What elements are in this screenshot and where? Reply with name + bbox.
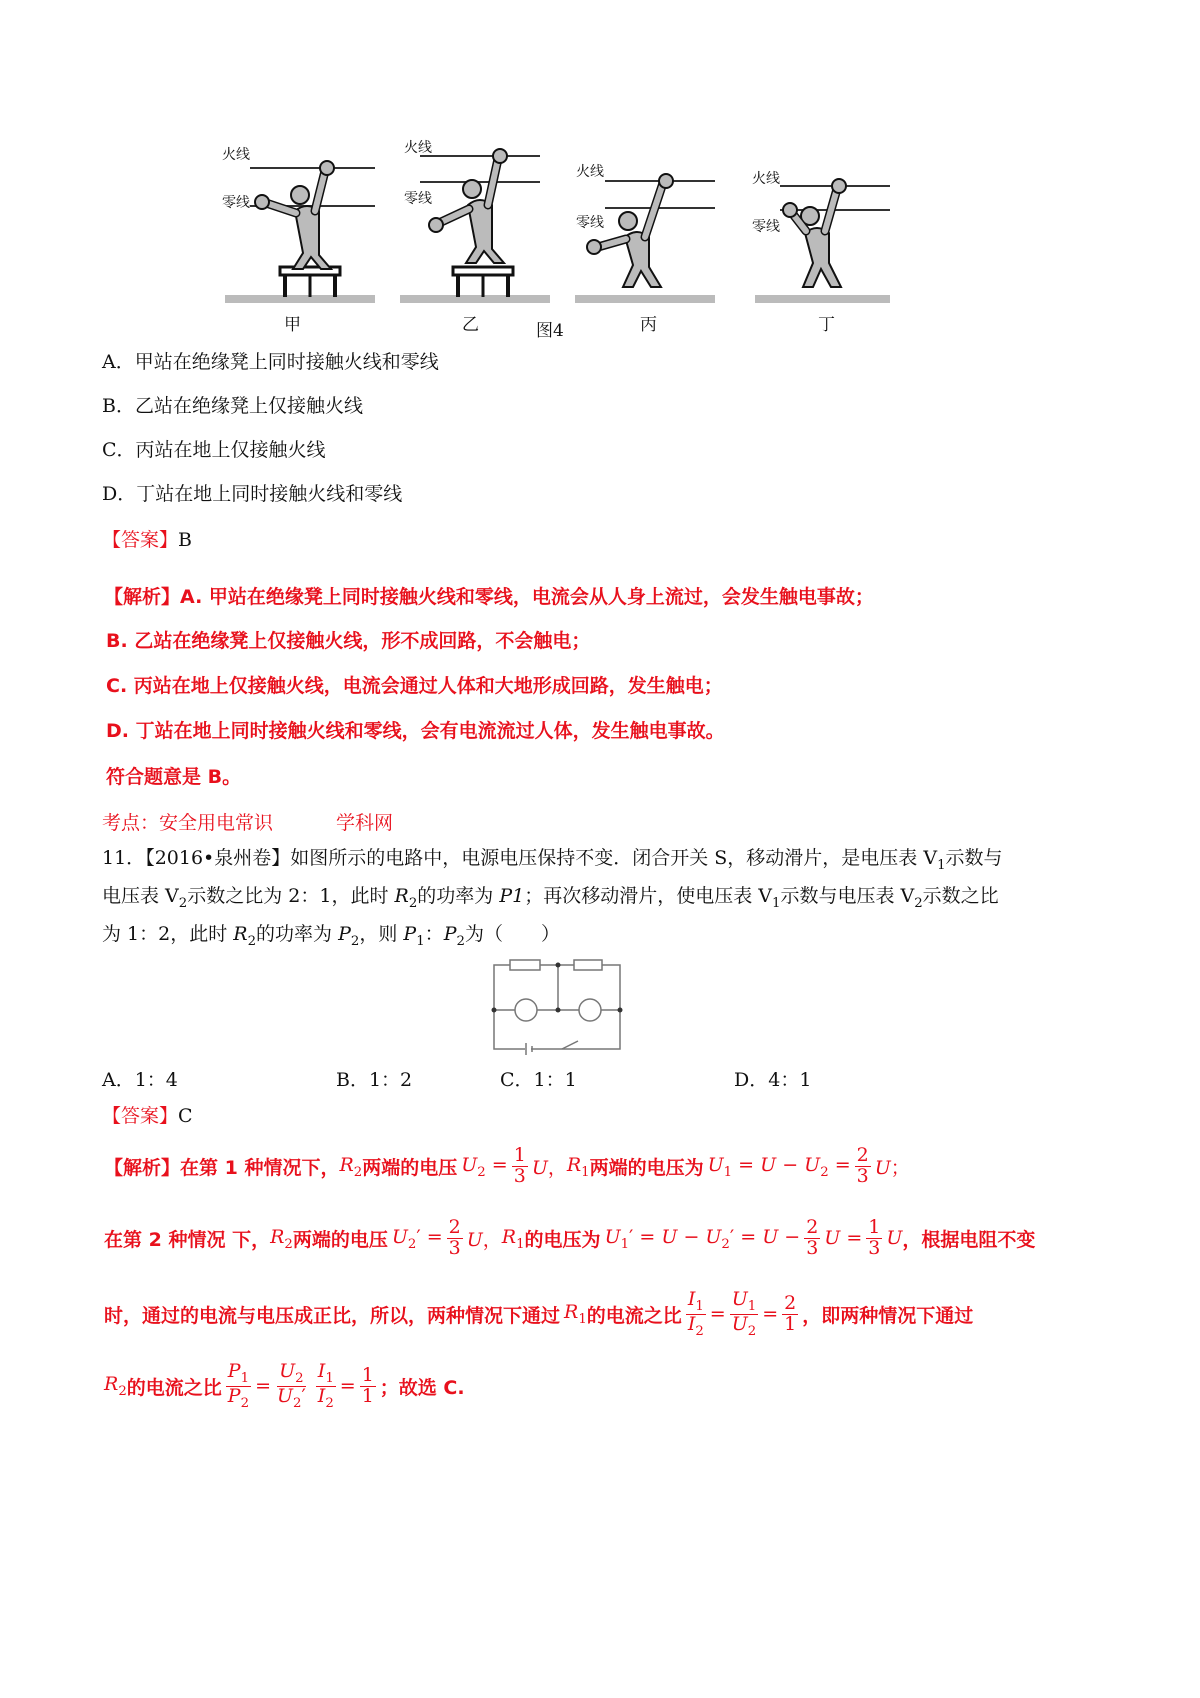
math-var: U: [804, 1153, 821, 1176]
math-sub: 1: [581, 1164, 590, 1180]
math: [461, 1154, 507, 1180]
q11-var: P: [338, 923, 351, 945]
math-var: R: [270, 1225, 285, 1248]
fraction-i1-i2: [686, 1290, 706, 1339]
math: [824, 1227, 862, 1249]
math-sub: 1: [695, 1298, 704, 1314]
q11-stem-3e: 为（ ）: [464, 923, 560, 945]
fraction-u2-u2prime: $\frac{U_2}{U_2'}$: [276, 1360, 306, 1411]
q11-stem-3d: ：: [424, 923, 444, 945]
math-sub: 2: [325, 1395, 334, 1411]
label-neutral-wire-bing: 零线: [576, 215, 604, 231]
math-var: P: [227, 1384, 241, 1407]
q10-answer-tag: 【答案】: [102, 529, 179, 551]
panel-label-jia: 甲: [284, 315, 301, 335]
q11-sub: 2: [350, 933, 360, 949]
q11-answer-tag: 【答案】: [102, 1105, 179, 1127]
math-sub: 1: [516, 1236, 525, 1252]
q10-analysis-line-5: 符合题意是 B。: [106, 766, 242, 788]
panel-ding-drawing: [755, 179, 890, 303]
math: [270, 1226, 293, 1252]
q11-option-b: B．1：2: [336, 1069, 413, 1091]
q11-stem-line-3: [102, 922, 560, 954]
math-sub: 2: [721, 1236, 730, 1252]
label-live-wire-jia: 火线: [222, 147, 250, 163]
math-eq: =: [846, 1227, 863, 1250]
q11-sub: 1: [416, 933, 425, 949]
q11-line1c: 两端的电压为: [589, 1156, 704, 1179]
math: [567, 1154, 590, 1180]
math: [564, 1301, 587, 1327]
q11-analysis-line-4: [104, 1362, 465, 1411]
math-var: U: [466, 1228, 483, 1251]
math-var: I: [687, 1288, 696, 1310]
fraction-u1-u2: [730, 1290, 758, 1339]
math-eq: =: [709, 1303, 726, 1326]
frac-num: 1: [868, 1216, 881, 1238]
q11-line1a: 在第 1 种情况下，: [180, 1156, 340, 1179]
math-var: U: [731, 1312, 748, 1335]
math-minus: −: [683, 1225, 700, 1248]
math-var: U: [276, 1384, 293, 1407]
panel-yi-drawing: [400, 149, 550, 303]
math-var: R: [339, 1153, 354, 1176]
q10-option-b: B．乙站在绝缘凳上仅接触火线: [102, 395, 363, 417]
math-var: U: [762, 1225, 779, 1248]
math-var: R: [564, 1301, 579, 1324]
q11-stem-2e: ；再次移动滑片，使电压表 V: [524, 885, 772, 907]
panel-bing-drawing: [575, 174, 715, 303]
q11-line2b: 两端的电压: [292, 1228, 388, 1251]
q11-stem-3c: ，则: [359, 923, 404, 945]
q11-sub: 2: [178, 895, 188, 911]
q11-line4b: ；故选 C.: [379, 1376, 465, 1399]
q11-option-c: C．1：1: [500, 1069, 577, 1091]
math: U，: [531, 1156, 567, 1179]
math-sub: 2: [284, 1236, 293, 1252]
q10-analysis-text-1: A. 甲站在绝缘凳上同时接触火线和零线，电流会从人身上流过，会发生触电事故；: [180, 586, 874, 608]
q11-stem-3a: 为 1：2，此时: [102, 923, 234, 945]
panel-label-bing: 丙: [640, 315, 657, 335]
math-sub: 1: [578, 1312, 587, 1328]
q10-answer: [102, 528, 192, 552]
math-var: U: [604, 1225, 621, 1248]
fraction-two-thirds: [855, 1146, 871, 1187]
math-var: U: [760, 1153, 777, 1176]
math-var: U: [391, 1225, 408, 1248]
q10-analysis-line-1: [104, 582, 874, 609]
math: U；: [874, 1156, 910, 1179]
q11-analysis-line-1: [104, 1146, 910, 1187]
q11-answer: [102, 1104, 193, 1128]
label-neutral-wire-yi: 零线: [404, 191, 432, 207]
q10-analysis-tag: 【解析】: [104, 586, 181, 608]
q11-stem-1b: 示数与: [945, 847, 1003, 869]
label-live-wire-bing: 火线: [576, 164, 604, 180]
figure-caption: 图4: [536, 321, 564, 341]
math-sub: 2: [353, 1164, 363, 1180]
q11-line2d: ，根据电阻不变: [902, 1228, 1036, 1251]
frac-num: 2: [448, 1216, 461, 1238]
math-var: U: [874, 1156, 891, 1179]
math-sub: 2: [118, 1384, 127, 1400]
math-sub: 1: [240, 1370, 250, 1386]
q10-option-c: C．丙站在地上仅接触火线: [102, 439, 326, 461]
math-eq: =: [834, 1153, 851, 1176]
q10-site: 学科网: [336, 812, 394, 834]
math-var: I: [317, 1360, 326, 1382]
q11-answer-value: C: [178, 1105, 193, 1127]
q11-analysis-line-3: [104, 1290, 973, 1339]
math: U，: [466, 1228, 502, 1251]
q11-stem-2a: 电压表 V: [102, 885, 179, 907]
math-var: U: [461, 1153, 478, 1176]
q11-line1b: 两端的电压: [362, 1156, 458, 1179]
q10-answer-value: B: [178, 529, 192, 551]
panel-label-ding: 丁: [818, 315, 835, 335]
q11-line2a: 在第 2 种情况 下，: [104, 1228, 271, 1251]
math: [708, 1154, 851, 1180]
q11-var: P: [403, 923, 417, 945]
frac-den: 3: [856, 1164, 869, 1187]
frac-num: 1: [513, 1144, 526, 1166]
q11-var: R: [394, 885, 409, 907]
frac-den: 1: [784, 1312, 797, 1335]
math-eq: =: [426, 1225, 443, 1248]
q11-option-d: D．4：1: [734, 1069, 812, 1091]
math-eq: =: [762, 1303, 779, 1326]
fraction-one-third: [866, 1218, 882, 1259]
panel-jia-drawing: [225, 161, 375, 303]
q11-var: P: [443, 923, 457, 945]
math: $U_2'$ =: [391, 1225, 443, 1252]
math-var: U: [531, 1156, 548, 1179]
math: [502, 1226, 525, 1252]
math-var: U: [705, 1225, 722, 1248]
math-sub: 2: [295, 1370, 304, 1386]
q11-stem-1: 如图所示的电路中，电源电压保持不变．闭合开关 S，移动滑片，是电压表 V: [290, 847, 938, 869]
math-eq: =: [740, 1225, 757, 1248]
q11-line3a: 时，通过的电流与电压成正比，所以，两种情况下通过: [104, 1304, 561, 1327]
q11-line3b: 的电流之比: [586, 1304, 682, 1327]
q11-var: P1: [499, 885, 525, 907]
q11-number: 11．: [102, 847, 146, 869]
q11-analysis-line-2: [104, 1218, 1035, 1259]
math: [104, 1373, 127, 1399]
frac-num: 1: [361, 1363, 374, 1386]
q11-sub: 1: [771, 895, 781, 911]
frac-den: 1: [361, 1384, 374, 1407]
math-var: I: [687, 1312, 696, 1335]
math: $U_1' = U - U_2' = U$ −: [604, 1225, 801, 1252]
q11-analysis-tag: 【解析】: [104, 1156, 181, 1179]
q11-sub: 2: [247, 933, 257, 949]
fraction-two-thirds: [804, 1218, 820, 1259]
math-var: U: [279, 1360, 296, 1382]
q10-analysis-line-2: B. 乙站在绝缘凳上仅接触火线，形不成回路，不会触电；: [106, 630, 591, 652]
q11-sub: 2: [914, 895, 923, 911]
math-var: P: [227, 1360, 241, 1382]
q11-var: R: [233, 923, 248, 945]
math-eq: =: [639, 1225, 656, 1248]
frac-den: 3: [868, 1236, 881, 1259]
q11-source: 【2016•泉州卷】: [145, 847, 291, 869]
frac-num: 2: [806, 1216, 819, 1238]
q10-option-d: D．丁站在地上同时接触火线和零线: [102, 483, 403, 505]
math-sub: 1: [723, 1164, 733, 1180]
q11-stem-3b: 的功率为: [256, 923, 339, 945]
frac-den: 3: [448, 1236, 461, 1259]
fraction-two-over-one: [782, 1291, 798, 1335]
q11-line4a: 的电流之比: [126, 1376, 222, 1399]
frac-den: 3: [806, 1236, 819, 1259]
panel-label-yi: 乙: [462, 315, 479, 335]
math-var: U: [886, 1227, 903, 1250]
q11-line3c: ，即两种情况下通过: [802, 1304, 974, 1327]
math-sub: 2: [407, 1236, 417, 1252]
math-var: U: [824, 1227, 841, 1250]
math-eq: =: [255, 1375, 271, 1398]
q11-sub: 2: [408, 895, 418, 911]
q11-stem-2f: 示数与电压表 V: [780, 885, 915, 907]
q10-option-a: A．甲站在绝缘凳上同时接触火线和零线: [102, 351, 439, 373]
q10-analysis-line-3: C. 丙站在地上仅接触火线，电流会通过人体和大地形成回路，发生触电；: [106, 675, 723, 697]
q11-sub: 1: [937, 857, 946, 873]
math-sub: 2: [695, 1323, 704, 1339]
frac-num: 2: [856, 1144, 869, 1166]
q11-stem-line-2: [102, 884, 999, 916]
label-live-wire-ding: 火线: [752, 171, 780, 187]
math-sub: 2: [293, 1395, 302, 1411]
q11-stem-2c: 的功率为: [417, 885, 500, 907]
math-sub: 1: [620, 1236, 630, 1252]
q11-option-a: A．1：4: [102, 1069, 178, 1091]
math-sub: 2: [747, 1323, 757, 1339]
q10-kaodian: 考点：安全用电常识: [102, 812, 274, 834]
fraction-p1-p2: [226, 1362, 251, 1411]
math-sub: 1: [747, 1298, 757, 1314]
math-var: U: [661, 1225, 678, 1248]
q10-analysis-line-4: D. 丁站在地上同时接触火线和零线，会有电流流过人体，发生触电事故。: [106, 720, 725, 742]
math-eq: =: [738, 1153, 755, 1176]
math: [339, 1154, 362, 1180]
figure-4: [210, 125, 1000, 365]
math-var: R: [104, 1373, 119, 1396]
q11-circuit-diagram: [488, 955, 628, 1055]
math-eq: =: [491, 1153, 508, 1176]
math-var: U: [731, 1288, 748, 1310]
math-sub: 1: [325, 1370, 334, 1386]
math-sub: 2: [477, 1164, 486, 1180]
math-sub: 2: [820, 1164, 829, 1180]
math-minus: −: [782, 1153, 799, 1176]
fraction-one-third: [512, 1146, 528, 1187]
math-var: U: [707, 1153, 724, 1176]
frac-den: 3: [513, 1164, 526, 1187]
math-eq: =: [339, 1375, 356, 1398]
math-var: R: [501, 1225, 517, 1248]
fraction-two-thirds: [447, 1218, 463, 1259]
q11-stem-2g: 示数之比: [922, 885, 999, 907]
q11-sub: 2: [456, 933, 465, 949]
label-live-wire-yi: 火线: [404, 140, 432, 156]
math-sub: 2: [240, 1395, 250, 1411]
math-var: R: [566, 1153, 582, 1176]
q11-stem-line-1: [102, 846, 1003, 878]
fraction-one-over-one: [360, 1363, 376, 1407]
math-var: I: [317, 1384, 326, 1407]
math: [886, 1227, 902, 1249]
frac-num: 2: [784, 1291, 797, 1314]
label-neutral-wire-ding: 零线: [752, 219, 780, 235]
q11-line2c: 的电压为: [524, 1228, 601, 1251]
label-neutral-wire-jia: 零线: [222, 195, 250, 211]
q11-stem-2b: 示数之比为 2：1，此时: [187, 885, 395, 907]
math-minus: −: [784, 1225, 801, 1248]
fraction-i1-i2: [316, 1362, 336, 1411]
